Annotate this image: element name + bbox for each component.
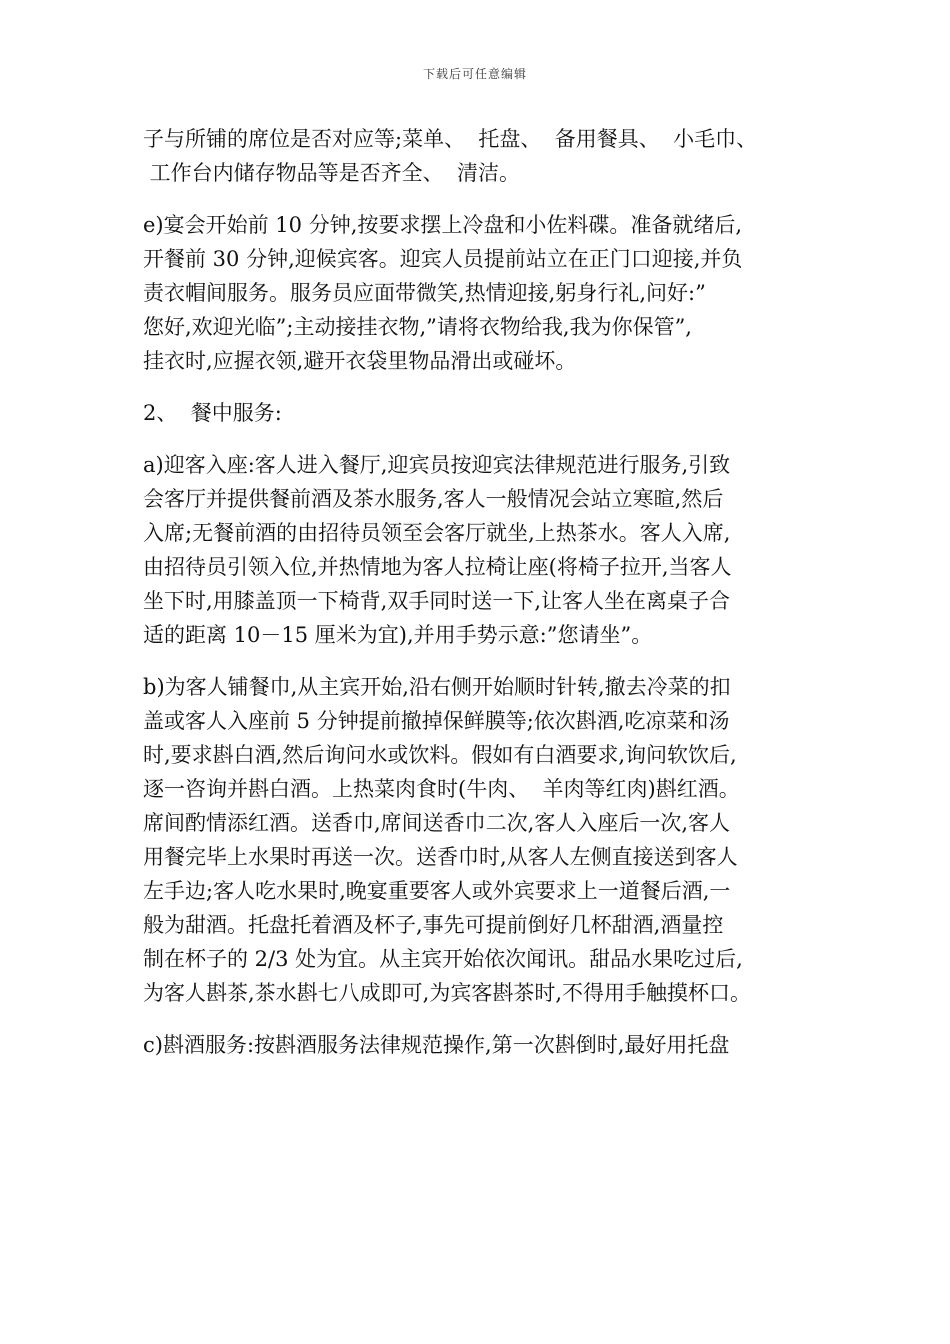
text-line: 工作台内储存物品等是否齐全、 清洁。 bbox=[143, 161, 521, 185]
text-line: 入席;无餐前酒的由招待员领至会客厅就坐,上热茶水。客人入席, bbox=[143, 521, 731, 545]
text-line: 子与所铺的席位是否对应等;菜单、 托盘、 备用餐具、 小毛巾、 bbox=[143, 127, 758, 151]
section-heading-dining-service bbox=[143, 396, 823, 430]
text-line: 逐一咨询并斟白酒。上热菜肉食时(牛肉、 羊肉等红肉)斟红酒。 bbox=[143, 777, 740, 801]
paragraph-c-pouring bbox=[143, 1028, 823, 1062]
text-line: 用餐完毕上水果时再送一次。送香巾时,从客人左侧直接送到客人 bbox=[143, 845, 738, 869]
text-line: c)斟酒服务:按斟酒服务法律规范操作,第一次斟倒时,最好用托盘 bbox=[143, 1033, 730, 1057]
text-line: 为客人斟茶,茶水斟七八成即可,为宾客斟茶时,不得用手触摸杯口。 bbox=[143, 981, 752, 1005]
text-line: 坐下时,用膝盖顶一下椅背,双手同时送一下,让客人坐在离桌子合 bbox=[143, 589, 731, 613]
heading-text: 2、 餐中服务: bbox=[143, 401, 282, 425]
text-line: b)为客人铺餐巾,从主宾开始,沿右侧开始顺时针转,撤去冷菜的扣 bbox=[143, 675, 731, 699]
text-line: 时,要求斟白酒,然后询问水或饮料。假如有白酒要求,询问软饮后, bbox=[143, 743, 737, 767]
text-line: 盖或客人入座前 5 分钟提前撤掉保鲜膜等;依次斟酒,吃凉菜和汤 bbox=[143, 709, 730, 733]
paragraph-a-seating bbox=[143, 448, 823, 652]
document-body bbox=[143, 122, 823, 1080]
text-line: a)迎客入座:客人进入餐厅,迎宾员按迎宾法律规范进行服务,引致 bbox=[143, 453, 731, 477]
page-header: 下载后可任意编辑 bbox=[422, 67, 527, 81]
text-line: e)宴会开始前 10 分钟,按要求摆上冷盘和小佐料碟。准备就绪后, bbox=[143, 213, 743, 237]
text-line: 席间酌情添红酒。送香巾,席间送香巾二次,客人入座后一次,客人 bbox=[143, 811, 731, 835]
text-line: 开餐前 30 分钟,迎候宾客。迎宾人员提前站立在正门口迎接,并负 bbox=[143, 247, 743, 271]
text-line: 左手边;客人吃水果时,晚宴重要客人或外宾要求上一道餐后酒,一 bbox=[143, 879, 731, 903]
text-line: 般为甜酒。托盘托着酒及杯子,事先可提前倒好几杯甜酒,酒量控 bbox=[143, 913, 724, 937]
text-line: 责衣帽间服务。服务员应面带微笑,热情迎接,躬身行礼,问好:” bbox=[143, 281, 706, 305]
text-line: 您好,欢迎光临”;主动接挂衣物,”请将衣物给我,我为你保管”, bbox=[143, 315, 692, 339]
paragraph-e-greeting bbox=[143, 208, 823, 378]
text-line: 挂衣时,应握衣领,避开衣袋里物品滑出或碰坏。 bbox=[143, 349, 577, 373]
paragraph-checklist bbox=[143, 122, 823, 190]
text-line: 会客厅并提供餐前酒及茶水服务,客人一般情况会站立寒暄,然后 bbox=[143, 487, 724, 511]
text-line: 适的距离 10－15 厘米为宜),并用手势示意:”您请坐”。 bbox=[143, 623, 653, 647]
paragraph-b-napkin-wine bbox=[143, 670, 823, 1010]
text-line: 制在杯子的 2/3 处为宜。从主宾开始依次闻讯。甜品水果吃过后, bbox=[143, 947, 743, 971]
text-line: 由招待员引领入位,并热情地为客人拉椅让座(将椅子拉开,当客人 bbox=[143, 555, 732, 579]
